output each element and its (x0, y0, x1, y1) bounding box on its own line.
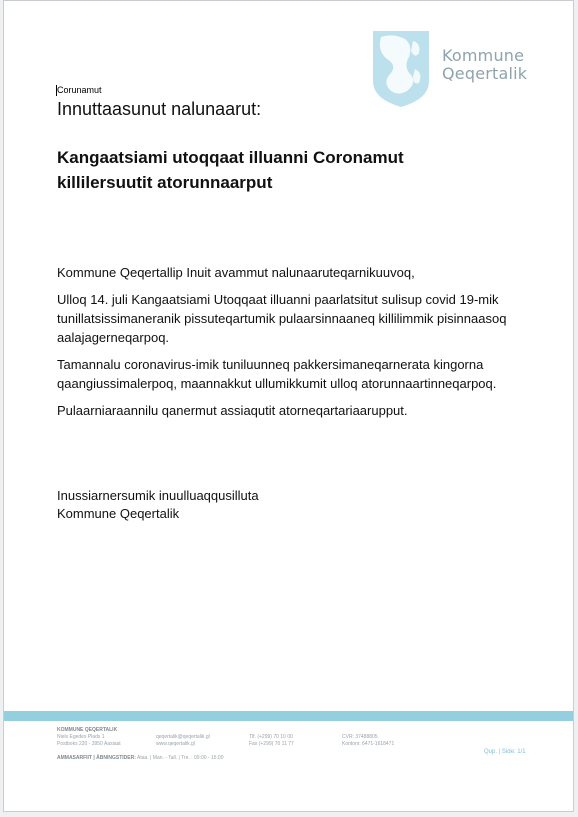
footer-address-2: Postboks 220 - 3950 Aasiaat (57, 741, 121, 747)
footer-address-block (57, 727, 121, 748)
footer-hours (57, 755, 223, 762)
signature-greeting: Inussiarnersumik inuulluaqqusilluta (57, 488, 259, 503)
footer-account: Kontonr. 6471-1618471 (342, 741, 395, 747)
document-body[interactable] (57, 263, 527, 428)
footer-address-1: Niels Egedes Plads 1 (57, 734, 105, 740)
signature-block[interactable] (57, 487, 259, 523)
body-paragraph-4: Pulaarniaraannilu qanermut assiaqutit atorneqartariaarupput. (57, 403, 408, 418)
document-title[interactable] (57, 145, 527, 195)
logo-wordmark (442, 47, 527, 83)
footer-hours-label: AMMASARFIIT | ÅBNINGSTIDER: (57, 755, 136, 761)
footer-registry-block (342, 734, 394, 748)
footer-org: KOMMUNE QEQERTALIK (57, 727, 118, 733)
footer-cvr: CVR: 37488805 (342, 734, 378, 740)
body-paragraph-2: Ulloq 14. juli Kangaatsiami Utoqqaat illuanni paarlatsitut sulisup covid 19-mik tunillatsissimaneranik pissuteqartumik pulaarsinnaaneq killilimmik pisinnaasoq aalajagerneqarpoq. (57, 292, 507, 345)
footer-band (4, 711, 574, 721)
footer-phone-block (249, 734, 294, 748)
footer-fax: Fax (+299) 70 11 77 (249, 741, 294, 747)
page-number: Qup. | Side: 1/1 (484, 749, 526, 755)
document-page (3, 0, 574, 812)
footer-contact-block (156, 734, 210, 748)
subject-label[interactable]: Corunamut (57, 85, 102, 95)
footer-hours-value: Ataa. | Man. - Tall. | Tre. : 09:00 - 15:00 (137, 755, 224, 761)
logo-text-line2: Qeqertalik (442, 64, 528, 83)
document-type-heading[interactable]: Innuttaasunut nalunaarut: (57, 99, 262, 119)
document-title-line2: killilersuutit atorunnaarput (57, 173, 273, 192)
signature-sender: Kommune Qeqertalik (57, 506, 180, 521)
logo-text-line1: Kommune (442, 46, 525, 65)
footer-tel: Tlf. (+299) 70 10 00 (249, 734, 293, 740)
body-paragraph-3: Tamannalu coronavirus-imik tuniluunneq pakkersimaneqarnerata kingorna qaangiussimalerpoq, maannakkut ullumikkumit ulloq atorunnaartinneqarpoq. (57, 357, 497, 391)
document-title-line1: Kangaatsiami utoqqaat illuanni Coronamut (57, 148, 404, 167)
footer-web[interactable]: www.qeqertalik.gl (156, 741, 195, 747)
body-paragraph-1: Kommune Qeqertallip Inuit avammut nalunaaruteqarnikuuvoq, (57, 265, 415, 280)
footer-email[interactable]: qeqertalik@qeqertalik.gl (156, 734, 210, 740)
